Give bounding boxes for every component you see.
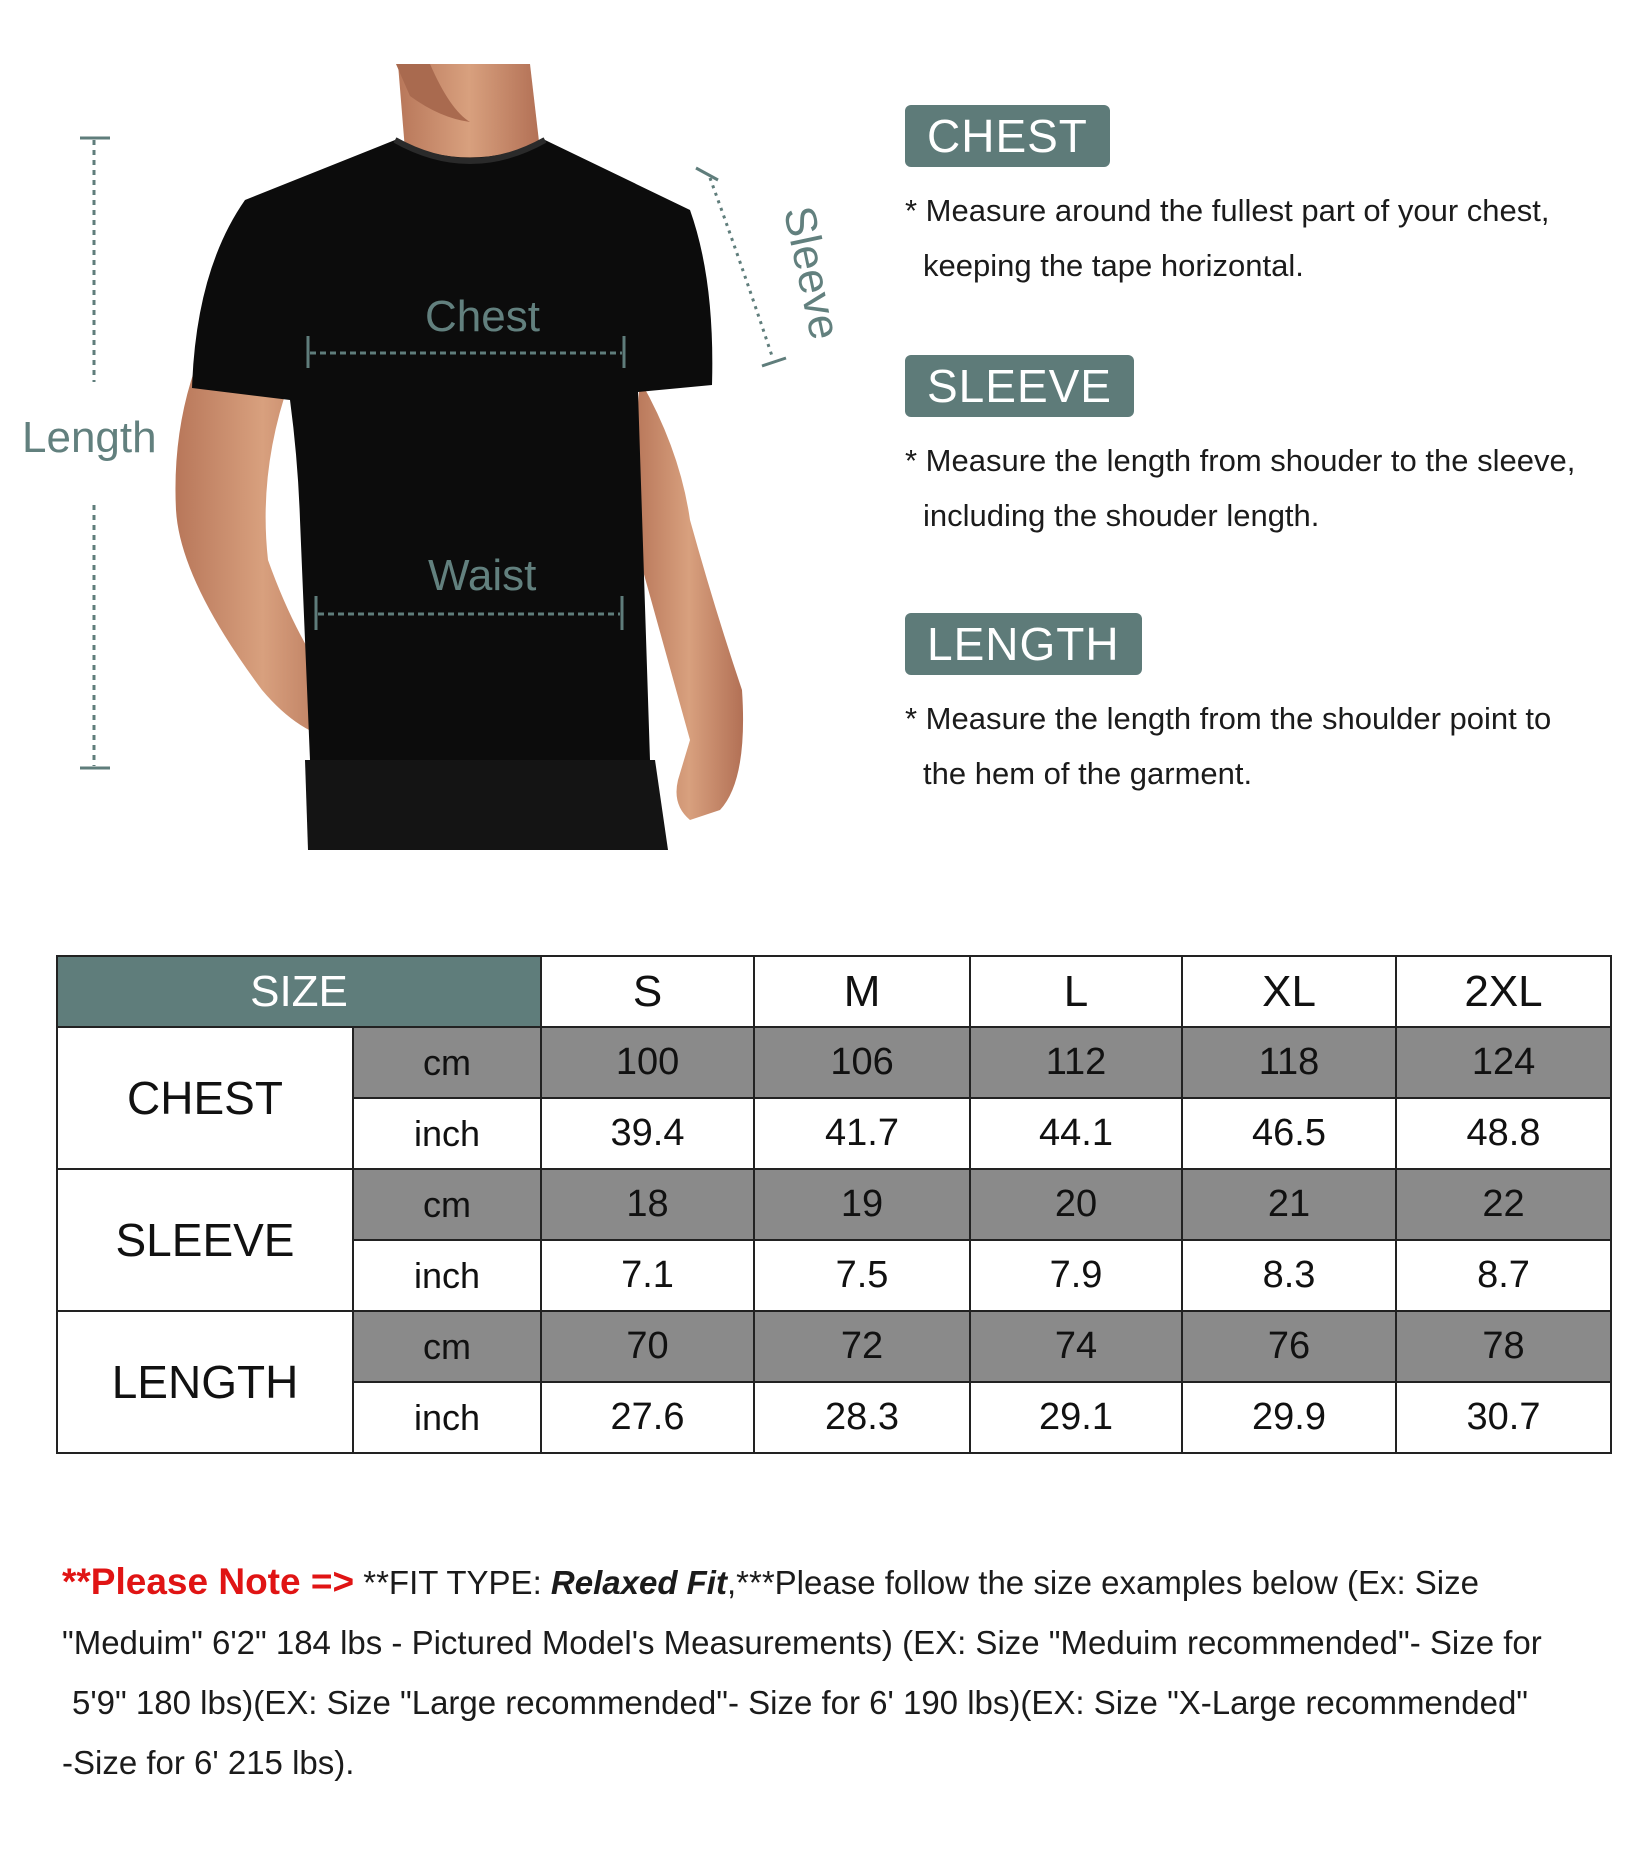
table-cell: 41.7 <box>754 1098 970 1169</box>
table-cell: 19 <box>754 1169 970 1240</box>
length-measure-label: Length <box>22 413 157 462</box>
table-cell: 7.9 <box>970 1240 1182 1311</box>
note-line-3: 5'9" 180 lbs)(EX: Size "Large recommended"- Size for 6' 190 lbs)(EX: Size "X-Large recommended" <box>72 1684 1529 1721</box>
table-cell: 22 <box>1396 1169 1611 1240</box>
note-line-4: -Size for 6' 215 lbs). <box>62 1744 355 1781</box>
please-note-label: **Please Note => <box>62 1561 355 1602</box>
length-desc-line2: the hem of the garment. <box>923 756 1253 791</box>
sleeve-description <box>905 433 1625 543</box>
table-cell: 78 <box>1396 1311 1611 1382</box>
size-m-header: M <box>754 956 970 1027</box>
size-2xl-header: 2XL <box>1396 956 1611 1027</box>
fit-type-value: Relaxed Fit <box>550 1564 727 1601</box>
unit-inch: inch <box>353 1382 541 1453</box>
table-cell: 39.4 <box>541 1098 754 1169</box>
table-cell: 20 <box>970 1169 1182 1240</box>
unit-inch: inch <box>353 1098 541 1169</box>
table-row <box>57 1311 1611 1382</box>
length-guide <box>905 613 1625 801</box>
table-cell: 106 <box>754 1027 970 1098</box>
chest-measure-label: Chest <box>425 292 540 341</box>
table-cell: 112 <box>970 1027 1182 1098</box>
table-cell: 18 <box>541 1169 754 1240</box>
fit-note <box>62 1552 1622 1793</box>
note-line-2: "Meduim" 6'2" 184 lbs - Pictured Model's Measurements) (EX: Size "Meduim recommended"- Size for <box>62 1624 1542 1661</box>
table-cell: 30.7 <box>1396 1382 1611 1453</box>
length-tag: LENGTH <box>905 613 1142 675</box>
table-cell: 7.1 <box>541 1240 754 1311</box>
table-cell: 124 <box>1396 1027 1611 1098</box>
table-header-row <box>57 956 1611 1027</box>
table-cell: 28.3 <box>754 1382 970 1453</box>
table-cell: 74 <box>970 1311 1182 1382</box>
waist-measure-label: Waist <box>428 551 537 600</box>
table-cell: 27.6 <box>541 1382 754 1453</box>
sleeve-row-label: SLEEVE <box>57 1169 353 1311</box>
table-cell: 44.1 <box>970 1098 1182 1169</box>
size-xl-header: XL <box>1182 956 1396 1027</box>
size-l-header: L <box>970 956 1182 1027</box>
table-cell: 46.5 <box>1182 1098 1396 1169</box>
table-cell: 21 <box>1182 1169 1396 1240</box>
table-cell: 70 <box>541 1311 754 1382</box>
length-description <box>905 691 1625 801</box>
chest-desc-line1: * Measure around the fullest part of your chest, <box>905 193 1550 228</box>
fit-type-prefix: **FIT TYPE: <box>354 1564 551 1601</box>
sleeve-desc-line1: * Measure the length from shouder to the sleeve, <box>905 443 1576 478</box>
sleeve-guide <box>905 355 1625 543</box>
chest-desc-line2: keeping the tape horizontal. <box>923 248 1304 283</box>
table-cell: 100 <box>541 1027 754 1098</box>
sleeve-tag: SLEEVE <box>905 355 1134 417</box>
unit-cm: cm <box>353 1027 541 1098</box>
table-row <box>57 1169 1611 1240</box>
chest-guide <box>905 105 1625 293</box>
unit-cm: cm <box>353 1311 541 1382</box>
sleeve-measure-label: Sleeve <box>773 201 850 344</box>
length-desc-line1: * Measure the length from the shoulder point to <box>905 701 1552 736</box>
table-cell: 48.8 <box>1396 1098 1611 1169</box>
table-row <box>57 1027 1611 1098</box>
size-chart-table <box>56 955 1612 1454</box>
unit-cm: cm <box>353 1169 541 1240</box>
note-line-1 <box>62 1552 1622 1613</box>
table-cell: 72 <box>754 1311 970 1382</box>
table-cell: 29.9 <box>1182 1382 1396 1453</box>
table-cell: 118 <box>1182 1027 1396 1098</box>
table-cell: 8.3 <box>1182 1240 1396 1311</box>
size-header: SIZE <box>57 956 541 1027</box>
table-cell: 8.7 <box>1396 1240 1611 1311</box>
tshirt-measurement-figure <box>0 0 880 870</box>
chest-tag: CHEST <box>905 105 1110 167</box>
table-cell: 7.5 <box>754 1240 970 1311</box>
unit-inch: inch <box>353 1240 541 1311</box>
table-cell: 76 <box>1182 1311 1396 1382</box>
chest-description <box>905 183 1625 293</box>
note-line-1-rest: ,***Please follow the size examples below (Ex: Size <box>726 1564 1479 1601</box>
chest-row-label: CHEST <box>57 1027 353 1169</box>
length-row-label: LENGTH <box>57 1311 353 1453</box>
size-s-header: S <box>541 956 754 1027</box>
sleeve-desc-line2: including the shouder length. <box>923 498 1320 533</box>
table-cell: 29.1 <box>970 1382 1182 1453</box>
